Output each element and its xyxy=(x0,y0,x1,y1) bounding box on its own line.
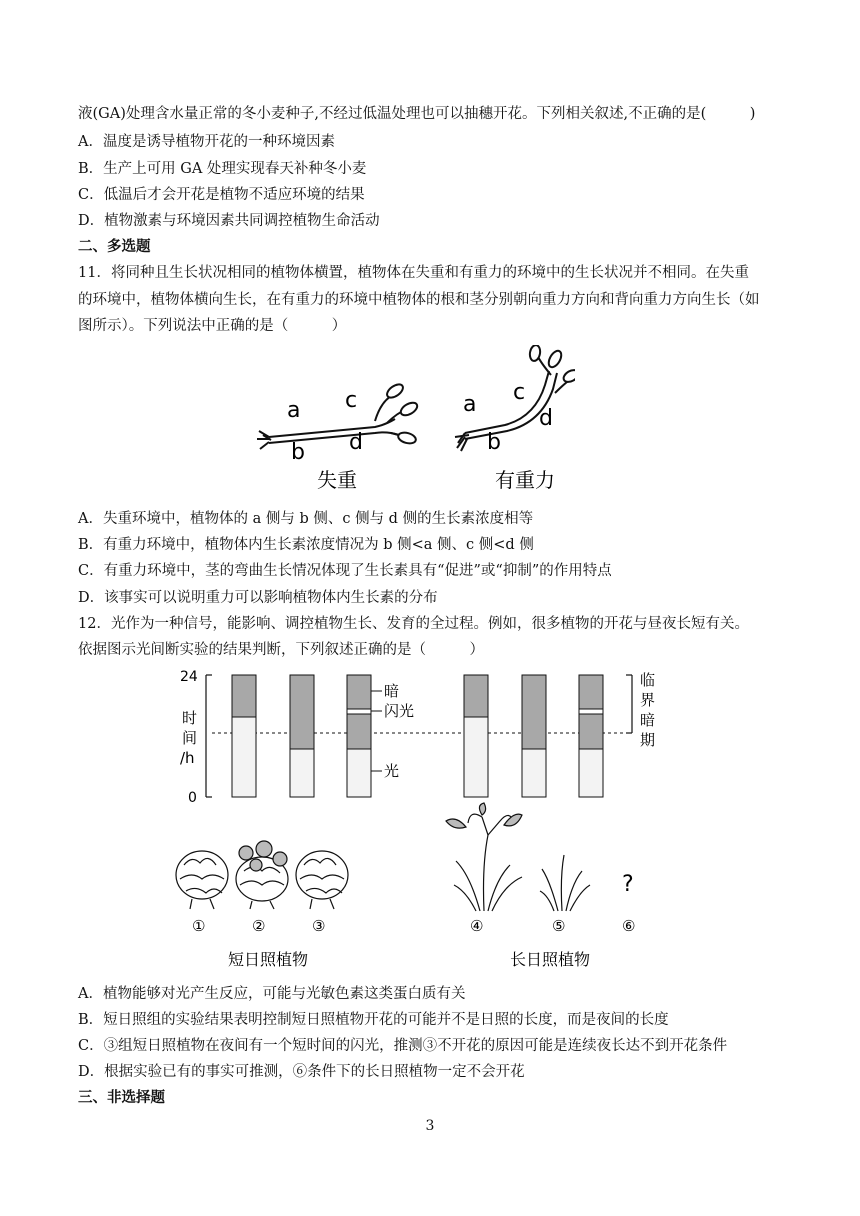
plant-number-3: ③ xyxy=(312,917,326,935)
short-day-label: 短日照植物 xyxy=(228,950,309,969)
label-d-weightless: d xyxy=(349,430,363,455)
unknown-mark: ? xyxy=(622,872,634,897)
label-a-weightless: a xyxy=(287,398,301,423)
plant-number-6: ⑥ xyxy=(622,917,636,935)
q12-stem-line-2: 依据图示光间断实验的结果判断，下列叙述正确的是（ ） xyxy=(78,642,484,658)
critical-label-4: 期 xyxy=(640,731,656,749)
q10-stem: 液(GA)处理含水量正常的冬小麦种子,不经过低温处理也可以抽穗开花。下列相关叙述,不正确的是( ) xyxy=(78,106,756,122)
q10-option-a: A．温度是诱导植物开花的一种环境因素 xyxy=(78,134,335,150)
long-day-plant-4 xyxy=(446,803,522,911)
plant-number-1: ① xyxy=(192,917,206,935)
bar-4 xyxy=(464,675,488,797)
q11-option-a: A．失重环境中，植物体的 a 侧与 b 侧、c 侧与 d 侧的生长素浓度相等 xyxy=(78,511,534,527)
label-a-gravity: a xyxy=(463,392,477,417)
bar-2 xyxy=(290,675,314,797)
y-label-3: /h xyxy=(180,749,195,767)
q10-option-c: C．低温后才会开花是植物不适应环境的结果 xyxy=(78,187,365,203)
q12-option-b: B．短日照组的实验结果表明控制短日照植物开花的可能并不是日照的长度，而是夜间的长度 xyxy=(78,1012,669,1028)
label-c-weightless: c xyxy=(345,388,358,413)
y-axis xyxy=(206,675,212,797)
y-label-1: 时 xyxy=(182,709,198,727)
q12-option-a: A．植物能够对光产生反应，可能与光敏色素这类蛋白质有关 xyxy=(78,986,466,1002)
q11-stem-line-1: 11．将同种且生长状况相同的植物体横置，植物体在失重和有重力的环境中的生长状况并不相同。在失重 xyxy=(78,265,749,281)
label-b-weightless: b xyxy=(291,440,305,465)
y-tick-24: 24 xyxy=(180,669,198,685)
label-c-gravity: c xyxy=(513,380,526,405)
legend-flash: 闪光 xyxy=(384,702,415,720)
critical-label-1: 临 xyxy=(640,671,656,689)
q11-option-b: B．有重力环境中，植物体内生长素浓度情况为 b 侧<a 侧、c 侧<d 侧 xyxy=(78,537,534,553)
long-day-plant-5 xyxy=(540,855,590,911)
section-heading-non-choice: 三、非选择题 xyxy=(78,1090,165,1106)
q12-option-d: D．根据实验已有的事实可推测，⑥条件下的长日照植物一定不会开花 xyxy=(78,1064,525,1080)
q11-option-d: D．该事实可以说明重力可以影响植物体内生长素的分布 xyxy=(78,590,438,606)
plant-number-4: ④ xyxy=(470,917,484,935)
q11-option-c: C．有重力环境中，茎的弯曲生长情况体现了生长素具有“促进”或“抑制”的作用特点 xyxy=(78,563,612,579)
legend-light: 光 xyxy=(384,762,400,780)
q12-option-c: C．③组短日照植物在夜间有一个短时间的闪光，推测③不开花的原因可能是连续夜长达不到开花条件 xyxy=(78,1038,728,1054)
caption-gravity: 有重力 xyxy=(495,468,555,492)
plant-number-2: ② xyxy=(252,917,266,935)
bar-5 xyxy=(522,675,546,797)
page-number: 3 xyxy=(425,1118,435,1134)
bar-1 xyxy=(232,675,256,797)
critical-label-2: 界 xyxy=(640,691,656,709)
y-tick-0: 0 xyxy=(188,790,197,806)
short-day-plant-3 xyxy=(296,851,348,909)
plant-gravity-figure xyxy=(255,345,575,495)
critical-bracket xyxy=(626,675,632,733)
q12-stem-line-1: 12．光作为一种信号，能影响、调控植物生长、发育的全过程。例如，很多植物的开花与昼夜长短有关。 xyxy=(78,616,749,632)
q10-option-d: D．植物激素与环境因素共同调控植物生命活动 xyxy=(78,213,380,229)
y-label-2: 间 xyxy=(182,729,198,747)
q11-stem-line-3: 图所示）。下列说法中正确的是（ ） xyxy=(78,318,347,334)
short-day-plant-2 xyxy=(236,841,288,909)
bar-3 xyxy=(347,675,371,797)
photoperiod-figure xyxy=(170,665,670,975)
label-d-gravity: d xyxy=(539,406,553,431)
q10-option-b: B．生产上可用 GA 处理实现春天补种冬小麦 xyxy=(78,161,367,177)
long-day-label: 长日照植物 xyxy=(510,950,591,969)
section-heading-multiple-choice: 二、多选题 xyxy=(78,239,151,255)
caption-weightless: 失重 xyxy=(317,468,357,492)
label-b-gravity: b xyxy=(487,430,501,455)
critical-label-3: 暗 xyxy=(640,711,656,729)
plant-number-5: ⑤ xyxy=(552,917,566,935)
q11-stem-line-2: 的环境中，植物体横向生长，在有重力的环境中植物体的根和茎分别朝向重力方向和背向重力方向生长（如 xyxy=(78,292,760,308)
legend-dark: 暗 xyxy=(384,682,400,700)
bar-6 xyxy=(579,675,603,797)
short-day-plant-1 xyxy=(176,851,228,909)
weightless-plant xyxy=(257,382,419,449)
